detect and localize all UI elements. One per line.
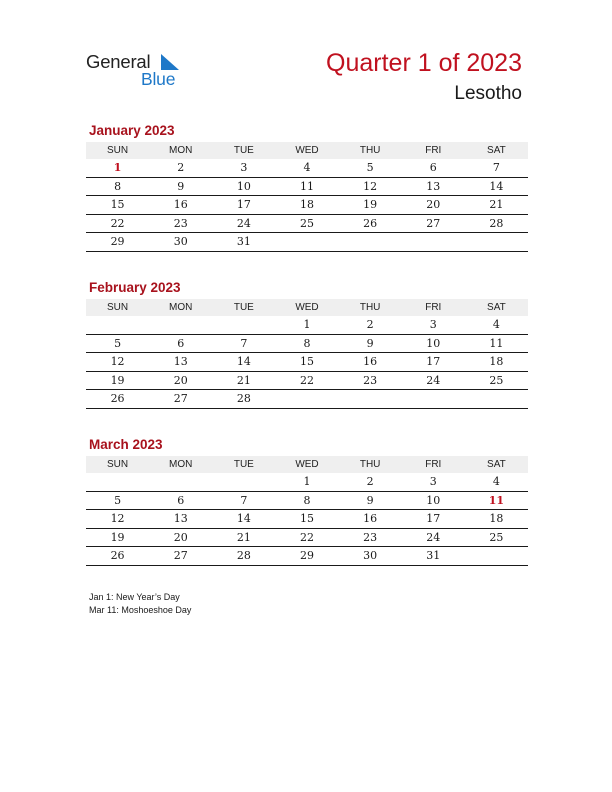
day-cell: 7 [240, 493, 248, 507]
week-row [86, 178, 528, 197]
month-title: March 2023 [89, 437, 163, 452]
day-cell: 26 [110, 392, 125, 405]
weekday-label: WED [295, 302, 319, 313]
month-title: February 2023 [89, 280, 181, 295]
day-cell: 6 [177, 493, 185, 507]
day-cell: 4 [492, 318, 500, 331]
day-cell: 29 [299, 549, 314, 562]
day-cell: 20 [173, 530, 188, 544]
day-cell: 1 [303, 475, 311, 488]
weekday-label: MON [169, 302, 193, 313]
day-cell: 17 [426, 512, 441, 525]
weekday-label: WED [295, 459, 319, 470]
country-name: Lesotho [454, 83, 522, 104]
week-row [86, 335, 528, 354]
day-cell: 5 [366, 161, 374, 174]
month-title: January 2023 [89, 123, 175, 138]
day-cell: 21 [489, 198, 504, 211]
week-row [86, 492, 528, 511]
weekday-label: SUN [107, 145, 129, 156]
day-cell [465, 233, 528, 251]
day-cell: 8 [303, 336, 311, 350]
day-cell: 3 [429, 318, 437, 331]
day-cell: 27 [426, 216, 441, 230]
day-cell: 27 [173, 549, 188, 562]
month-february [86, 279, 528, 409]
week-row [86, 159, 528, 178]
day-cell: 15 [299, 512, 314, 525]
day-cell: 5 [114, 493, 122, 507]
day-cell: 17 [236, 198, 251, 211]
holiday-day-cell: 1 [113, 161, 122, 174]
month-january [86, 122, 528, 252]
day-cell: 26 [363, 216, 378, 230]
weekday-label: TUE [233, 459, 254, 470]
generalblue-logo [86, 50, 186, 90]
day-cell: 28 [236, 392, 251, 405]
day-cell: 2 [366, 318, 374, 331]
day-cell: 14 [236, 355, 251, 368]
day-cell [465, 547, 528, 565]
day-cell [275, 390, 338, 408]
weekday-label: FRI [425, 145, 442, 156]
day-cell: 7 [240, 336, 248, 350]
weekday-label: WED [295, 145, 319, 156]
page-title: Quarter 1 of 2023 [326, 49, 522, 77]
day-cell: 20 [426, 198, 441, 211]
day-cell: 10 [236, 179, 251, 193]
day-cell: 25 [489, 530, 504, 544]
day-cell: 11 [489, 336, 504, 350]
day-cell: 10 [426, 336, 441, 350]
day-cell [149, 473, 212, 491]
weekday-label: THU [359, 302, 381, 313]
day-cell: 4 [303, 161, 311, 174]
day-cell: 24 [426, 373, 441, 387]
month-grid [86, 316, 528, 409]
day-cell: 16 [363, 512, 378, 525]
day-cell: 13 [173, 355, 188, 368]
day-cell: 7 [492, 161, 500, 174]
day-cell: 12 [110, 355, 125, 368]
logo-blue-text: Blue [141, 69, 176, 89]
week-row [86, 353, 528, 372]
day-cell: 2 [177, 161, 185, 174]
day-cell: 9 [366, 493, 374, 507]
week-row [86, 215, 528, 234]
week-row [86, 316, 528, 335]
day-cell: 30 [173, 235, 188, 248]
day-cell: 6 [429, 161, 437, 174]
day-cell: 11 [299, 179, 314, 193]
weekday-header [86, 456, 528, 473]
day-cell: 14 [489, 179, 504, 193]
day-cell: 22 [299, 373, 314, 387]
weekday-label: SAT [487, 302, 506, 313]
day-cell: 19 [110, 530, 125, 544]
weekday-label: SUN [107, 302, 129, 313]
weekday-label: SUN [107, 459, 129, 470]
month-grid [86, 473, 528, 566]
week-row [86, 547, 528, 566]
day-cell [275, 233, 338, 251]
day-cell: 3 [429, 475, 437, 488]
day-cell: 3 [240, 161, 248, 174]
day-cell: 13 [426, 179, 441, 193]
day-cell [86, 473, 149, 491]
day-cell: 28 [489, 216, 504, 230]
month-grid [86, 159, 528, 252]
day-cell: 20 [173, 373, 188, 387]
day-cell: 30 [363, 549, 378, 562]
weekday-label: THU [359, 459, 381, 470]
week-row [86, 372, 528, 391]
day-cell: 9 [177, 179, 185, 193]
weekday-label: TUE [233, 302, 254, 313]
day-cell [402, 390, 465, 408]
day-cell: 5 [114, 336, 122, 350]
day-cell: 16 [363, 355, 378, 368]
week-row [86, 196, 528, 215]
day-cell: 12 [363, 179, 378, 193]
week-row [86, 473, 528, 492]
weekday-header [86, 299, 528, 316]
day-cell: 2 [366, 475, 374, 488]
day-cell: 23 [363, 530, 378, 544]
day-cell: 16 [173, 198, 188, 211]
day-cell: 18 [299, 198, 314, 211]
day-cell [339, 390, 402, 408]
day-cell: 8 [303, 493, 311, 507]
day-cell: 15 [110, 198, 125, 211]
holiday-note: Jan 1: New Year’s Day [89, 592, 180, 602]
day-cell [212, 316, 275, 334]
day-cell: 1 [303, 318, 311, 331]
weekday-header [86, 142, 528, 159]
day-cell: 27 [173, 392, 188, 405]
day-cell: 12 [110, 512, 125, 525]
week-row [86, 510, 528, 529]
day-cell [465, 390, 528, 408]
weekday-label: MON [169, 459, 193, 470]
day-cell: 29 [110, 235, 125, 248]
holiday-note: Mar 11: Moshoeshoe Day [89, 604, 192, 615]
day-cell: 24 [426, 530, 441, 544]
day-cell: 22 [299, 530, 314, 544]
day-cell: 26 [110, 549, 125, 562]
day-cell: 25 [299, 216, 314, 230]
day-cell: 13 [173, 512, 188, 525]
day-cell: 17 [426, 355, 441, 368]
week-row [86, 390, 528, 409]
day-cell: 21 [236, 530, 251, 544]
day-cell: 14 [236, 512, 251, 525]
day-cell [212, 473, 275, 491]
day-cell: 18 [489, 512, 504, 525]
day-cell: 18 [489, 355, 504, 368]
holiday-day-cell: 11 [488, 493, 505, 507]
week-row [86, 233, 528, 252]
day-cell [339, 233, 402, 251]
day-cell: 31 [236, 235, 251, 248]
day-cell: 28 [236, 549, 251, 562]
day-cell: 10 [426, 493, 441, 507]
weekday-label: FRI [425, 459, 442, 470]
weekday-label: TUE [233, 145, 254, 156]
day-cell: 21 [236, 373, 251, 387]
day-cell: 24 [236, 216, 251, 230]
weekday-label: THU [359, 145, 381, 156]
month-march [86, 436, 528, 566]
day-cell: 31 [426, 549, 441, 562]
weekday-label: MON [169, 145, 193, 156]
day-cell: 6 [177, 336, 185, 350]
day-cell: 19 [363, 198, 378, 211]
day-cell [149, 316, 212, 334]
week-row [86, 529, 528, 548]
weekday-label: SAT [487, 459, 506, 470]
day-cell: 15 [299, 355, 314, 368]
day-cell [86, 316, 149, 334]
day-cell: 19 [110, 373, 125, 387]
day-cell: 8 [114, 179, 122, 193]
day-cell [402, 233, 465, 251]
holiday-notes [89, 591, 191, 616]
weekday-label: FRI [425, 302, 442, 313]
day-cell: 22 [110, 216, 125, 230]
day-cell: 23 [173, 216, 188, 230]
weekday-label: SAT [487, 145, 506, 156]
day-cell: 25 [489, 373, 504, 387]
day-cell: 23 [363, 373, 378, 387]
logo-general-text: General [86, 51, 151, 72]
day-cell: 9 [366, 336, 374, 350]
day-cell: 4 [492, 475, 500, 488]
